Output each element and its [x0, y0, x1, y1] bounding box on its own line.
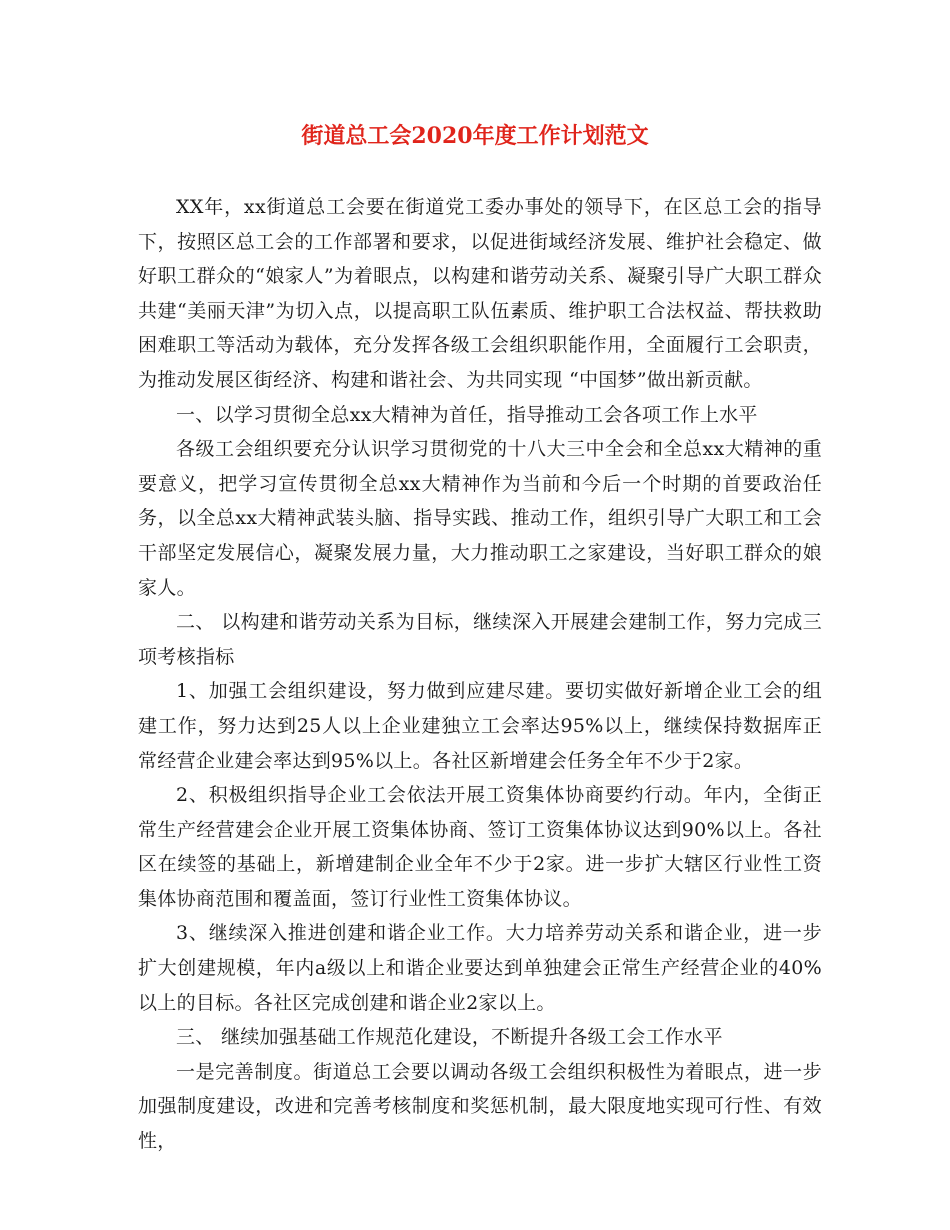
paragraph-intro: XX年，xx街道总工会要在街道党工委办事处的领导下，在区总工会的指导下，按照区总工会的工作部署和要求，以促进街域经济发展、维护社会稳定、做好职工群众的“娘家人”为着眼点，以构建和谐劳动关系、凝聚引导广大职工群众共建“美丽天津”为切入点，以提高职工队伍素质、维护职工合法权益、帮扶救助困难职工等活动为载体，充分发挥各级工会组织职能作用，全面履行工会职责，为推动发展区街经济、构建和谐社会、为共同实现 “中国梦”做出新贡献。	[138, 196, 822, 391]
document-body	[138, 190, 822, 1159]
paragraph-section-3: 一是完善制度。街道总工会要以调动各级工会组织积极性为着眼点，进一步加强制度建设，改进和完善考核制度和奖惩机制，最大限度地实现可行性、有效性，	[138, 1060, 822, 1153]
paragraph-item-1: 1、加强工会组织建设，努力做到应建尽建。要切实做好新增企业工会的组建工作，努力达到25人以上企业建独立工会率达95%以上，继续保持数据库正常经营企业建会率达到95%以上。各社区新增建会任务全年不少于2家。	[138, 680, 822, 772]
paragraph-item-2: 2、积极组织指导企业工会依法开展工资集体协商要约行动。年内，全街正常生产经营建会企业开展工资集体协商、签订工资集体协议达到90%以上。各社区在续签的基础上，新增建制企业全年不少于2家。进一步扩大辖区行业性工资集体协商范围和覆盖面，签订行业性工资集体协议。	[138, 784, 822, 910]
paragraph-item-3: 3、继续深入推进创建和谐企业工作。大力培养劳动关系和谐企业，进一步扩大创建规模，年内a级以上和谐企业要达到单独建会正常生产经营企业的40%以上的目标。各社区完成创建和谐企业2家以上。	[138, 922, 822, 1014]
section-heading-1: 一、以学习贯彻全总xx大精神为首任，指导推动工会各项工作上水平	[176, 403, 758, 426]
section-heading-2: 二、 以构建和谐劳动关系为目标，继续深入开展建会建制工作，努力完成三项考核指标	[138, 611, 822, 668]
paragraph-section-1: 各级工会组织要充分认识学习贯彻党的十八大三中全会和全总xx大精神的重要意义，把学习宣传贯彻全总xx大精神作为当前和今后一个时期的首要政治任务，以全总xx大精神武装头脑、指导实践、推动工作，组织引导广大职工和工会干部坚定发展信心，凝聚发展力量，大力推动职工之家建设，当好职工群众的娘家人。	[138, 438, 822, 599]
section-heading-3: 三、 继续加强基础工作规范化建设，不断提升各级工会工作水平	[176, 1026, 723, 1049]
document-title: 街道总工会2020年度工作计划范文	[301, 123, 649, 149]
